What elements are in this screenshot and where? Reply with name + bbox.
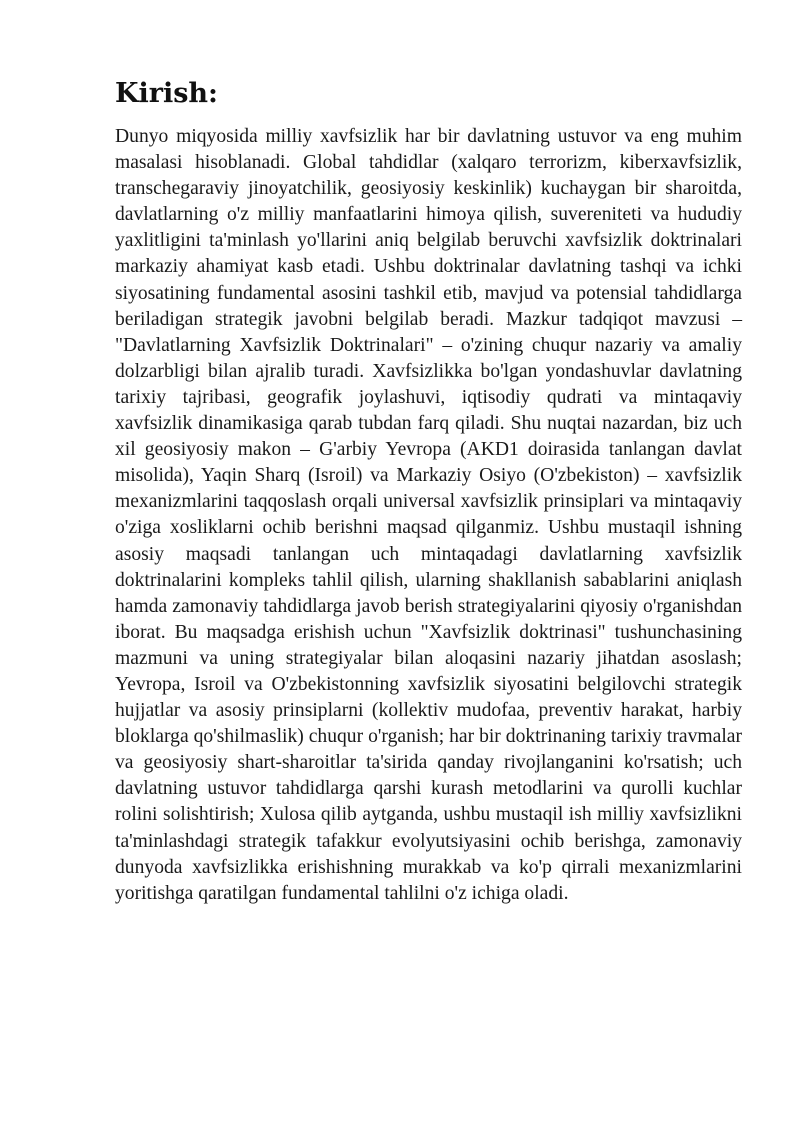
body-paragraph: Dunyo miqyosida milliy xavfsizlik har bir davlatning ustuvor va eng muhim masalasi hisoblanadi. Global tahdidlar (xalqaro terrorizm, kiberxavfsizlik, transchegaraviy jinoyatchilik, geosiyosiy keskinlik) kuchaygan bir sharoitda, davlatlarning o'z milliy manfaatlarini himoya qilish, suvereniteti va hududiy yaxlitligini ta'minlash yo'llarini aniq belgilab beruvchi xavfsizlik doktrinalari markaziy ahamiyat kasb etadi. Ushbu doktrinalar davlatning tashqi va ichki siyosatining fundamental asosini tashkil etib, mavjud va potensial tahdidlarga beriladigan strategik javobni belgilab beradi. Mazkur tadqiqot mavzusi – "Davlatlarning Xavfsizlik Doktrinalari" – o'zining chuqur nazariy va amaliy dolzarbligi bilan ajralib turadi. Xavfsizlikka bo'lgan yondashuvlar davlatning tarixiy tajribasi, geografik joylashuvi, iqtisodiy qudrati va mintaqaviy xavfsizlik dinamikasiga qarab tubdan farq qiladi. Shu nuqtai nazardan, biz uch xil geosiyosiy makon – G'arbiy Yevropa (AKD1 doirasida tanlangan davlat misolida), Yaqin Sharq (Isroil) va Markaziy Osiyo (O'zbekiston) – xavfsizlik mexanizmlarini taqqoslash orqali universal xavfsizlik prinsiplari va mintaqaviy o'ziga xosliklarni ochib berishni maqsad qilganmiz. Ushbu mustaqil ishning asosiy maqsadi tanlangan uch mintaqadagi davlatlarning xavfsizlik doktrinalarini kompleks tahlil qilish, ularning shakllanish sabablarini aniqlash hamda zamonaviy tahdidlarga javob berish strategiyalarini qiyosiy o'rganishdan iborat. Bu maqsadga erishish uchun "Xavfsizlik doktrinasi" tushunchasining mazmuni va uning strategiyalar bilan aloqasini nazariy jihatdan asoslash; Yevropa, Isroil va O'zbekistonning xavfsizlik siyosatini belgilovchi strategik hujjatlar va asosiy prinsiplarni (kollektiv mudofaa, preventiv harakat, harbiy bloklarga qo'shilmaslik) chuqur o'rganish; har bir doktrinaning tarixiy travmalar va geosiyosiy shart-sharoitlar ta'sirida qanday rivojlanganini ko'rsatish; uch davlatning ustuvor tahdidlarga qarshi kurash metodlarini va qurolli kuchlar rolini solishtirish; Xulosa qilib aytganda, ushbu mustaqil ish milliy xavfsizlikni ta'minlashdagi strategik tafakkur evolyutsiyasini ochib berishga, zamonaviy dunyoda xavfsizlikka erishishning murakkab va ko'p qirrali mexanizmlarini yoritishga qaratilgan fundamental tahlilni o'z ichiga oladi. — [115, 126, 742, 904]
section-heading: Kirish: — [115, 78, 219, 109]
